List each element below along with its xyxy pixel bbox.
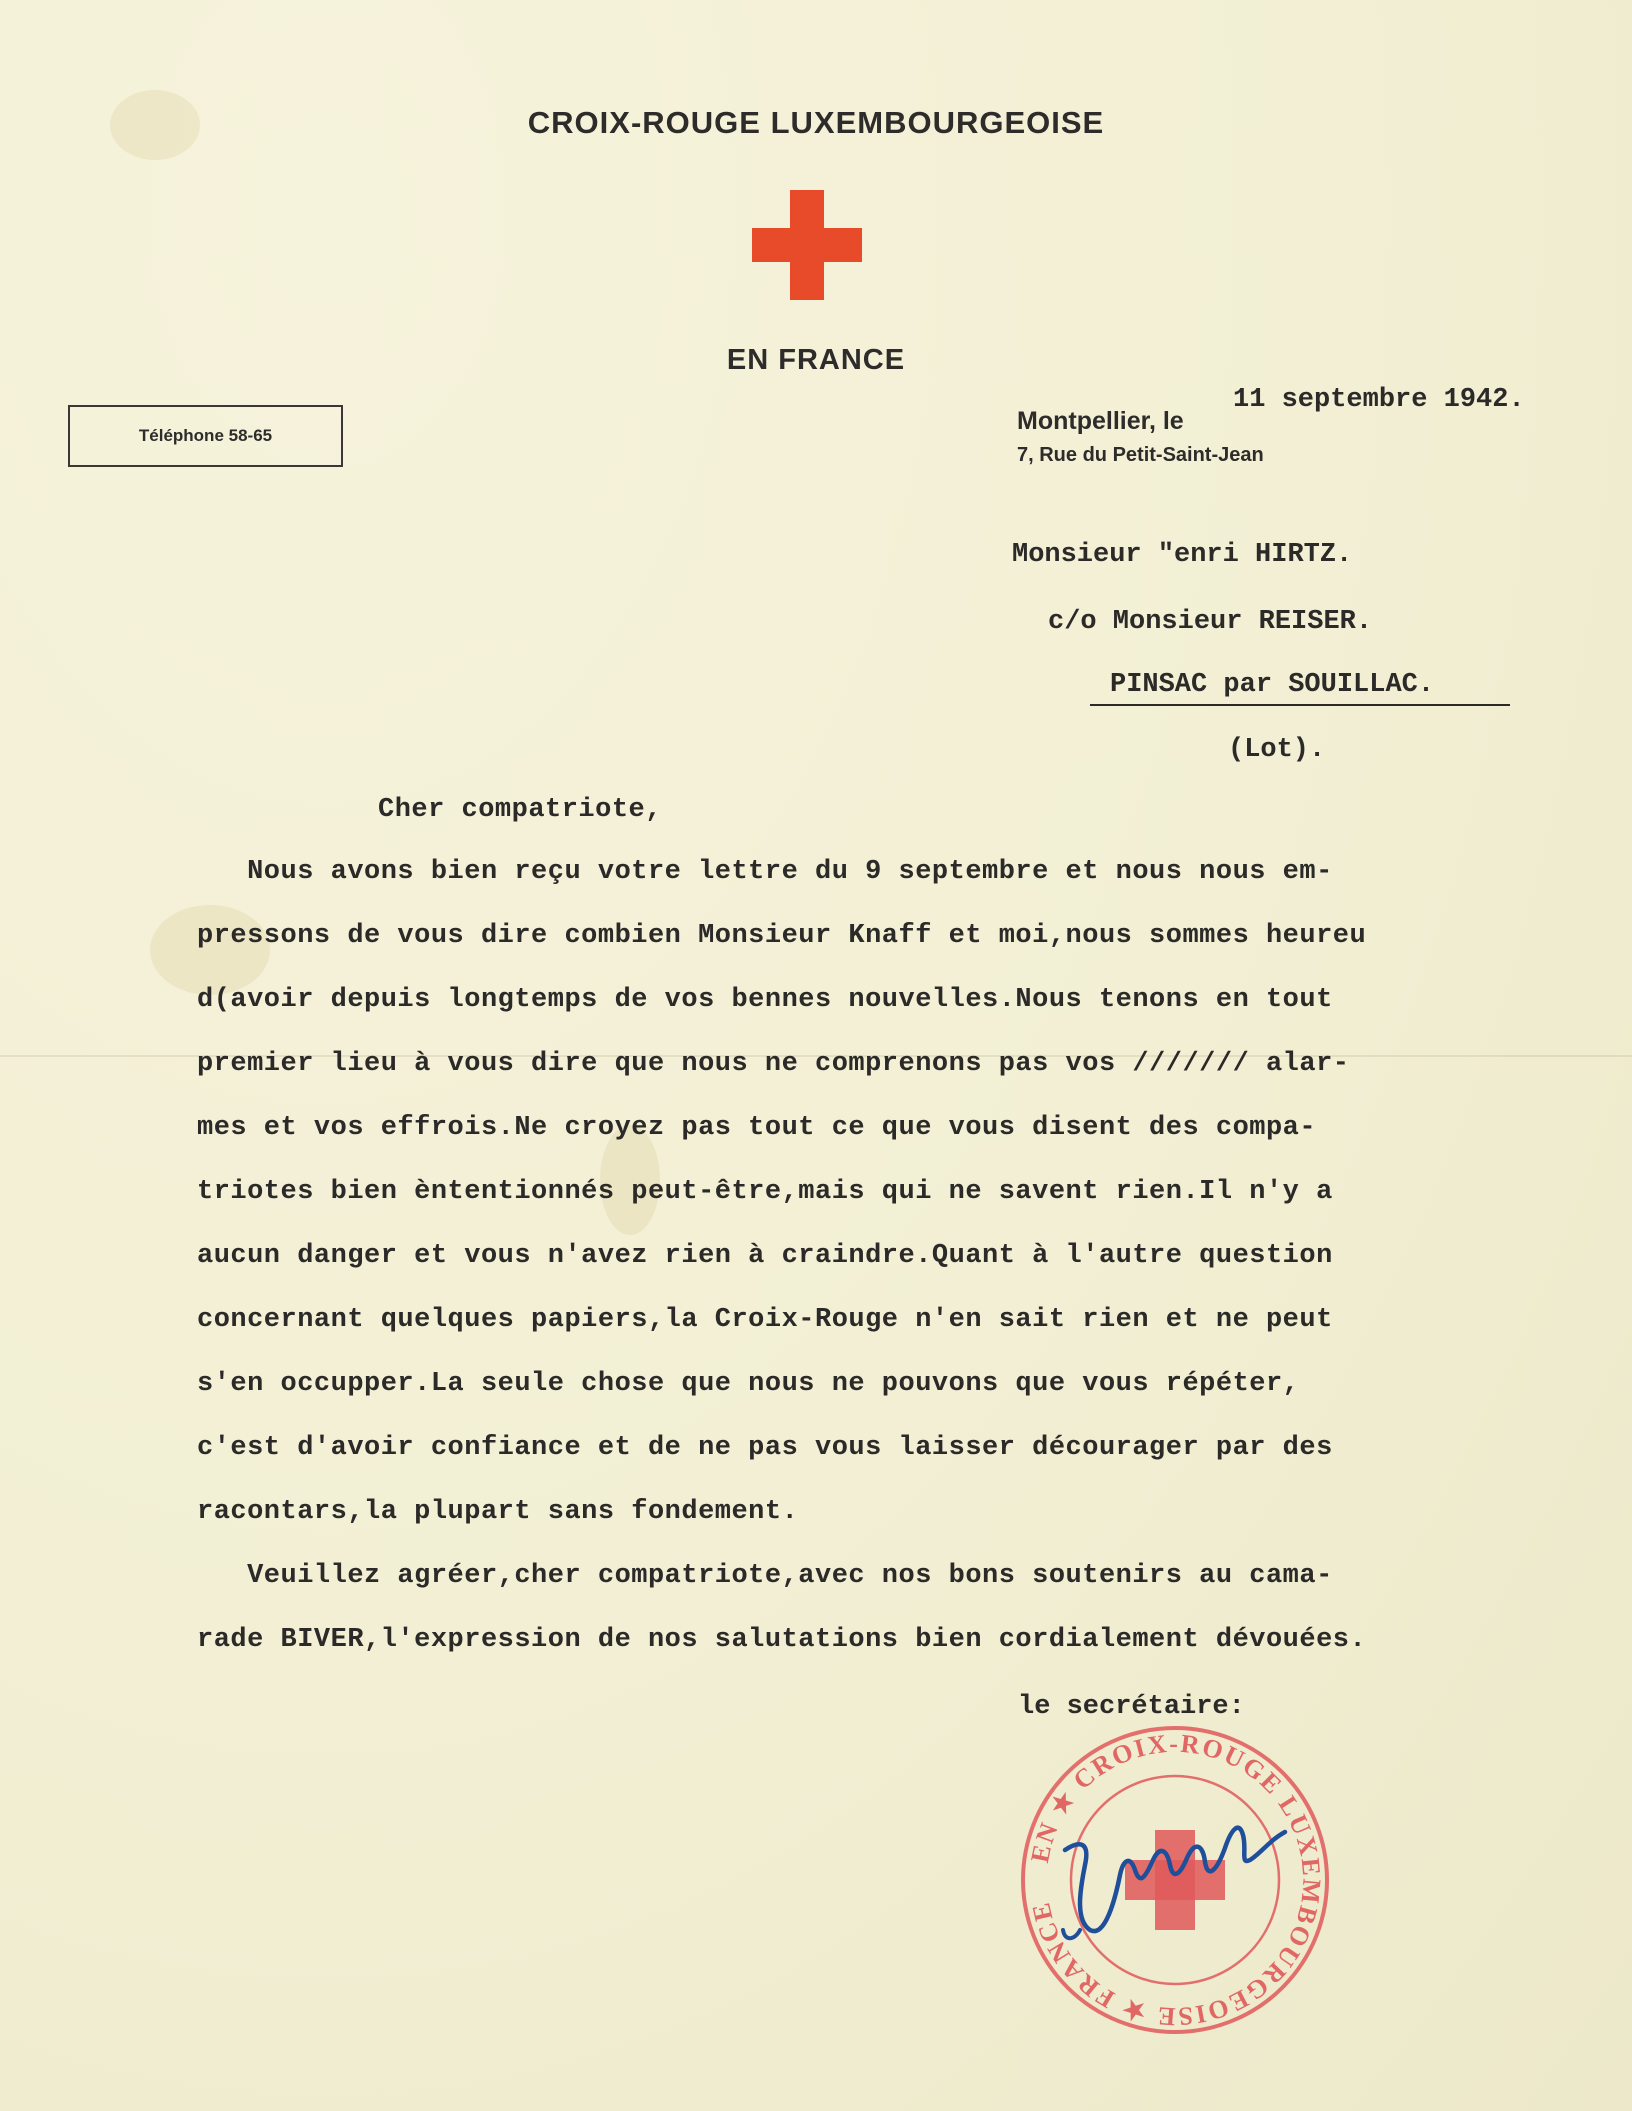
- recipient-care-of: c/o Monsieur REISER.: [1048, 607, 1373, 637]
- town-underline: [1090, 704, 1510, 706]
- body-line: d(avoir depuis longtemps de vos bennes nouvelles.Nous tenons en tout: [197, 985, 1333, 1015]
- body-line: aucun danger et vous n'avez rien à craindre.Quant à l'autre question: [197, 1241, 1333, 1271]
- body-line: c'est d'avoir confiance et de ne pas vous laisser décourager par des: [197, 1433, 1333, 1463]
- organization-name: CROIX-ROUGE LUXEMBOURGEOISE: [527, 105, 1105, 140]
- recipient-town: PINSAC par SOUILLAC.: [1110, 670, 1435, 700]
- signoff-title: le secrétaire:: [1018, 1692, 1245, 1722]
- handwritten-signature: [1045, 1780, 1305, 1950]
- recipient-name: Monsieur "enri HIRTZ.: [1012, 540, 1353, 570]
- body-line: concernant quelques papiers,la Croix-Rouge n'en sait rien et ne peut: [197, 1305, 1333, 1335]
- phone-number: Téléphone 58-65: [138, 426, 273, 445]
- body-line: s'en occupper.La seule chose que nous ne pouvons que vous répéter,: [197, 1369, 1300, 1399]
- organization-subtitle: EN FRANCE: [726, 344, 906, 376]
- salutation: Cher compatriote,: [378, 795, 662, 825]
- body-line: premier lieu à vous dire que nous ne comprenons pas vos /////// alar-: [197, 1049, 1350, 1079]
- city-label: Montpellier, le: [1017, 407, 1184, 435]
- body-line: mes et vos effrois.Ne croyez pas tout ce que vous disent des compa-: [197, 1113, 1317, 1143]
- body-line: Nous avons bien reçu votre lettre du 9 septembre et nous nous em-: [197, 857, 1333, 887]
- phone-box: [68, 405, 343, 467]
- letter-date: 11 septembre 1942.: [1233, 385, 1525, 415]
- body-line: pressons de vous dire combien Monsieur Knaff et moi,nous sommes heureu: [197, 921, 1367, 951]
- recipient-department: (Lot).: [1228, 735, 1326, 765]
- svg-text:EN ★ CROIX-ROUGE LUXEMBOURGEOI: EN ★ CROIX-ROUGE LUXEMBOURGEOISE ★ FRANCE: [1025, 1728, 1327, 2032]
- red-cross-logo: [752, 190, 862, 300]
- body-line: rade BIVER,l'expression de nos salutations bien cordialement dévouées.: [197, 1625, 1367, 1655]
- body-line: Veuillez agréer,cher compatriote,avec nos bons soutenirs au cama-: [197, 1561, 1333, 1591]
- body-line: triotes bien èntentionnés peut-être,mais qui ne savent rien.Il n'y a: [197, 1177, 1333, 1207]
- body-line: racontars,la plupart sans fondement.: [197, 1497, 799, 1527]
- street-address: 7, Rue du Petit-Saint-Jean: [1017, 444, 1264, 466]
